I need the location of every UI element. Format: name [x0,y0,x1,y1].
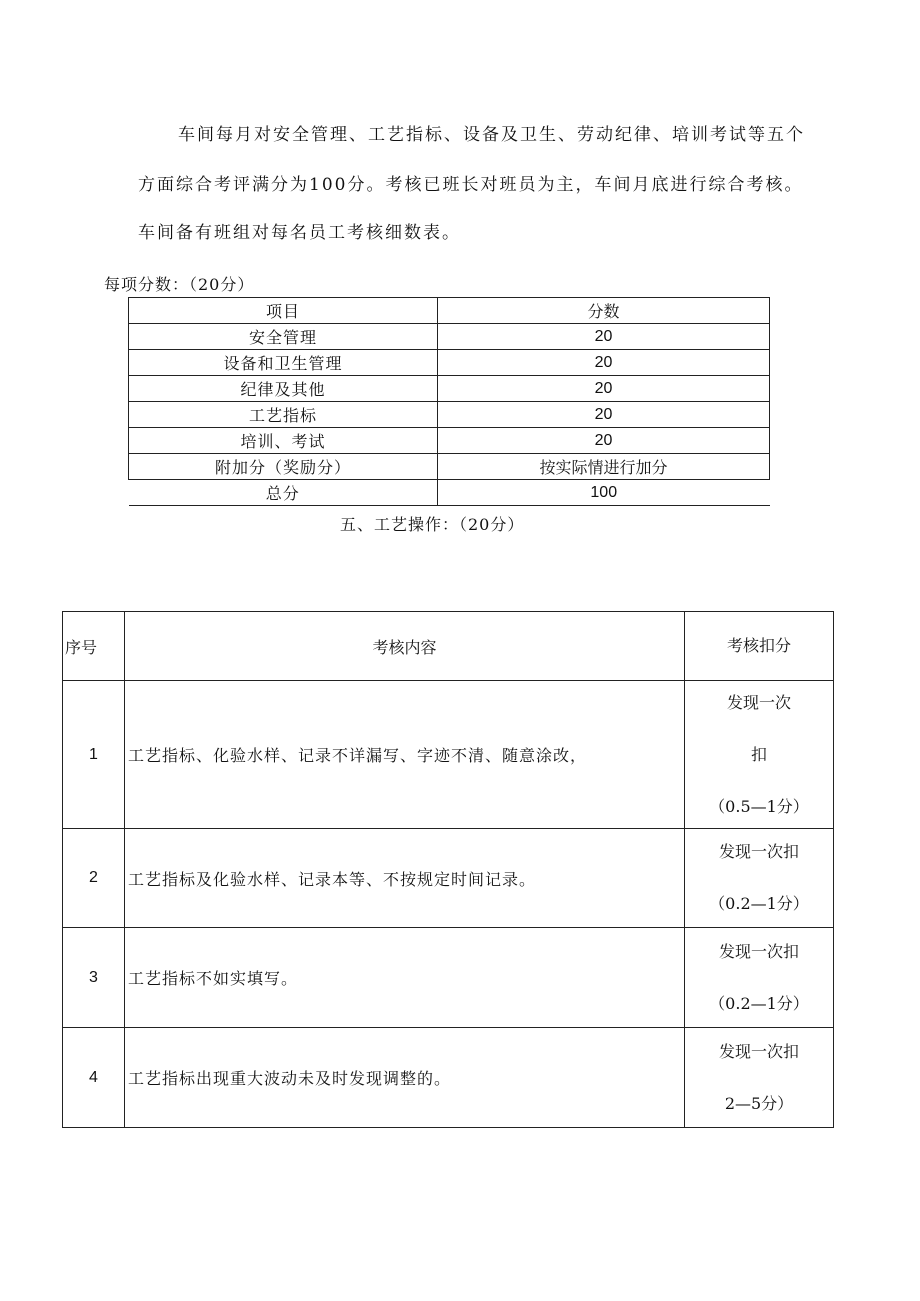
row-no: 2 [63,829,125,928]
item-cell: 安全管理 [129,324,438,350]
table-row [129,454,770,480]
deduction-line: 发现一次扣 [718,1041,799,1061]
deduction-line: 扣 [750,744,767,764]
item-cell: 工艺指标 [129,402,438,428]
score-cell: 20 [438,376,770,402]
intro-line-1: 车间每月对安全管理、工艺指标、设备及卫生、劳动纪律、培训考试等五个 [178,125,805,145]
row-content: 工艺指标及化验水样、记录本等、不按规定时间记录。 [125,829,685,928]
table-row [129,376,770,402]
table-row [63,928,834,1028]
item-cell: 附加分（奖励分） [129,454,438,480]
score-label: 每项分数：（20分） [104,275,255,294]
row-deduction [685,1028,834,1128]
score-cell: 20 [438,402,770,428]
deduction-line: 发现一次扣 [718,842,799,861]
row-deduction [685,928,834,1028]
section-title: 五、工艺操作：（20分） [340,515,525,534]
row-no: 3 [63,928,125,1028]
deduction-line: （0.2—1分） [709,993,809,1013]
row-content: 工艺指标不如实填写。 [125,928,685,1028]
item-cell: 设备和卫生管理 [129,350,438,376]
deduction-line: 发现一次 [726,692,791,712]
table-row [63,681,834,829]
deduction-line: （0.2—1分） [709,894,809,913]
row-no: 4 [63,1028,125,1128]
row-deduction [685,681,834,829]
deduction-line: 发现一次扣 [718,941,799,961]
row-content: 工艺指标出现重大波动未及时发现调整的。 [125,1028,685,1128]
table-row [63,1028,834,1128]
operations-table [62,611,834,1128]
score-cell: 20 [438,324,770,350]
score-cell: 20 [438,350,770,376]
deduction-line: （0.5—1分） [709,796,809,816]
header-item: 项目 [129,298,438,324]
table-row [63,829,834,928]
item-cell: 总分 [129,480,438,506]
table-row [129,480,770,506]
score-cell: 按实际情进行加分 [438,454,770,480]
table-row [129,324,770,350]
row-content: 工艺指标、化验水样、记录不详漏写、字迹不清、随意涂改， [125,681,685,829]
score-cell: 20 [438,428,770,454]
intro-line-3: 车间备有班组对每名员工考核细数表。 [138,223,461,243]
header-no: 序号 [63,612,125,681]
header-deduction: 考核扣分 [685,612,834,681]
item-cell: 纪律及其他 [129,376,438,402]
table-row [129,298,770,324]
table-row [129,402,770,428]
row-no: 1 [63,681,125,829]
header-content: 考核内容 [125,612,685,681]
score-cell: 100 [438,480,770,506]
table-header-row [63,612,834,681]
item-cell: 培训、考试 [129,428,438,454]
intro-line-2: 方面综合考评满分为100分。考核已班长对班员为主，车间月底进行综合考核。 [138,175,804,195]
table-row [129,428,770,454]
table-row [129,350,770,376]
deduction-line: 2—5分） [724,1093,794,1113]
header-score: 分数 [438,298,770,324]
row-deduction [685,829,834,928]
score-table [128,297,770,506]
